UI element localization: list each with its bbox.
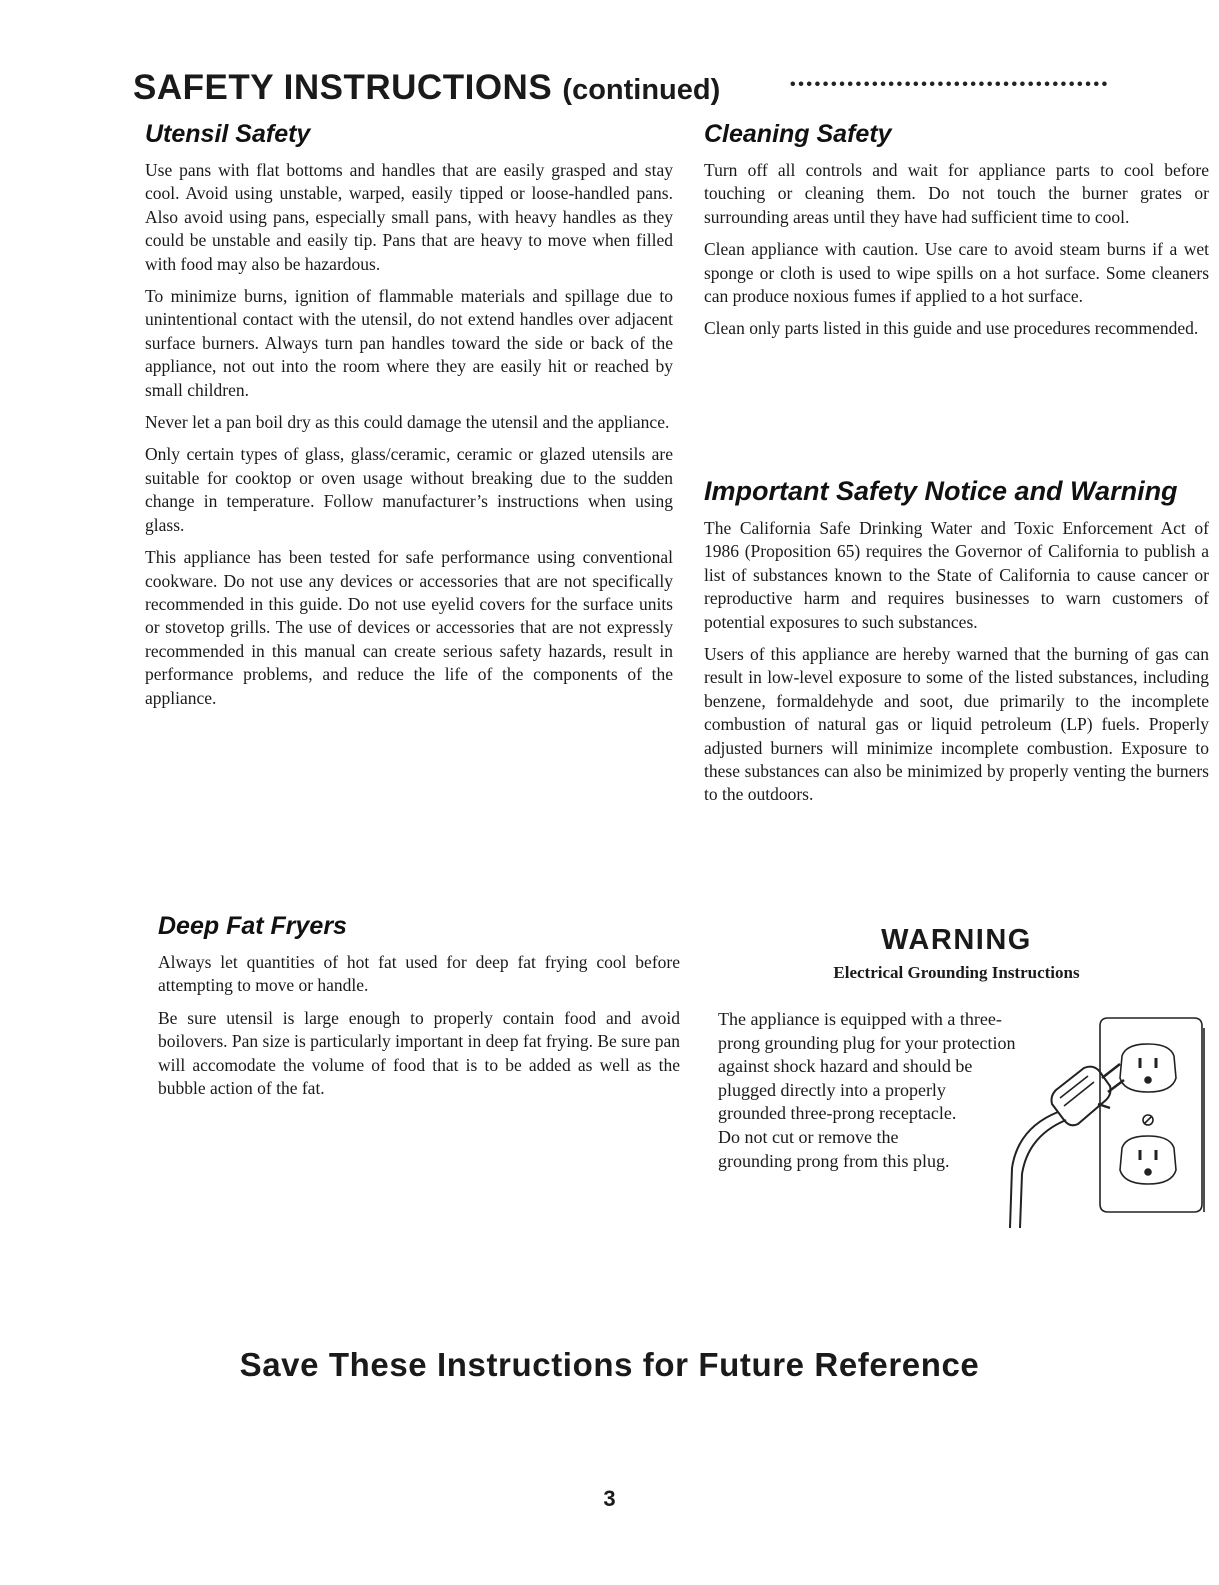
warning-line: grounding prong from this plug. xyxy=(718,1150,950,1171)
page-title xyxy=(133,68,720,108)
cleaning-safety-paragraph-2: Clean appliance with caution. Use care to avoid steam burns if a wet sponge or cloth is used to wipe spills on a hot surface. Some cleaners can produce noxious fumes if applied to a hot surface. xyxy=(704,239,1209,307)
utensil-safety-paragraph-4: Only certain types of glass, glass/ceramic, ceramic or glazed utensils are suitable for cooktop or oven usage without breaking due to the sudden change in temperature. Follow manufacturer’s instructions when using glass. xyxy=(145,444,673,535)
warning-line: Do not cut or remove the xyxy=(718,1126,899,1147)
utensil-safety-paragraph-5: This appliance has been tested for safe performance using conventional cookware. Do not use any devices or accessories that are not specifically recommended in this guide. Do not use eyelid covers for the surface units or stovetop grills. The use of devices or accessories that are not expressly recommended in this manual can create serious safety hazards, result in performance problems, and reduce the life of the components of the appliance. xyxy=(145,547,673,708)
cleaning-safety-paragraph-3: Clean only parts listed in this guide and use procedures recommended. xyxy=(704,318,1199,339)
safety-notice-paragraph-1: The California Safe Drinking Water and Toxic Enforcement Act of 1986 (Proposition 65) requires the Governor of California to publish a list of substances known to the State of California to cause cancer or reproductive harm and requires businesses to warn customers of potential exposures to such substances. xyxy=(704,518,1209,632)
grounding-warning xyxy=(704,924,1209,1224)
safety-notice-section xyxy=(704,476,1209,816)
deep-fat-fryers-heading: Deep Fat Fryers xyxy=(158,912,347,940)
footer-save-instructions: Save These Instructions for Future Reference xyxy=(239,1346,980,1383)
utensil-safety-paragraph-1: Use pans with flat bottoms and handles that are easily grasped and stay cool. Avoid using unstable, warped, easily tipped or loose-handled pans. Also avoid using pans, especially small pans, with heavy handles as they could be unstable and easily tip. Pans that are heavy to move when filled with food may also be hazardous. xyxy=(145,160,673,274)
warning-line: prong grounding plug for your protection xyxy=(718,1032,1016,1053)
warning-line: The appliance is equipped with a three- xyxy=(718,1009,1002,1029)
warning-line: plugged directly into a properly xyxy=(718,1079,946,1100)
safety-notice-heading: Important Safety Notice and Warning xyxy=(704,476,1178,506)
deep-fat-fryers-paragraph-2: Be sure utensil is large enough to properly contain food and avoid boilovers. Pan size is particularly important in deep fat frying. Be sure pan will accomodate the volume of food that is to be added as well as the bubble action of the fat. xyxy=(158,1007,680,1099)
title-dot-leader: ••••••••••••••••••••••••••••••••••••••• xyxy=(790,76,1110,93)
warning-subheading: Electrical Grounding Instructions xyxy=(833,963,1080,982)
page-number: 3 xyxy=(603,1486,616,1511)
page-title-suffix: (continued) xyxy=(562,74,721,106)
warning-heading: WARNING xyxy=(881,924,1032,956)
deep-fat-fryers-paragraph-1: Always let quantities of hot fat used for deep fat frying cool before attempting to move or handle. xyxy=(158,952,680,996)
cleaning-safety-section xyxy=(704,120,1209,350)
utensil-safety-paragraph-2: To minimize burns, ignition of flammable materials and spillage due to unintentional contact with the utensil, do not extend handles over adjacent surface burners. Always turn pan handles toward the side or back of the appliance, not out into the room where they are easily hit or reached by small children. xyxy=(145,286,673,400)
page-title-text: SAFETY INSTRUCTIONS xyxy=(133,68,553,107)
cleaning-safety-paragraph-1: Turn off all controls and wait for appliance parts to cool before touching or cleaning them. Do not touch the burner grates or surrounding areas until they have had sufficient time to cool. xyxy=(704,160,1209,227)
warning-line: against shock hazard and should be xyxy=(718,1056,973,1077)
deep-fat-fryers-section xyxy=(158,912,680,1109)
cleaning-safety-heading: Cleaning Safety xyxy=(704,120,892,148)
safety-notice-paragraph-2: Users of this appliance are hereby warned that the burning of gas can result in low-level exposure to some of the listed substances, including benzene, formaldehyde and soot, due primarily to the incomplete combustion of natural gas or liquid petroleum (LP) fuels. Properly adjusted burners will minimize incomplete combustion. Exposure to these substances can also be minimized by properly venting the burners to the outdoors. xyxy=(704,644,1209,805)
utensil-safety-paragraph-3: Never let a pan boil dry as this could damage the utensil and the appliance. xyxy=(145,412,670,433)
utensil-safety-section xyxy=(145,120,673,719)
grounded-plug-outlet-icon xyxy=(998,1008,1210,1228)
utensil-safety-heading: Utensil Safety xyxy=(145,120,311,148)
warning-line: grounded three-prong receptacle. xyxy=(718,1103,957,1124)
